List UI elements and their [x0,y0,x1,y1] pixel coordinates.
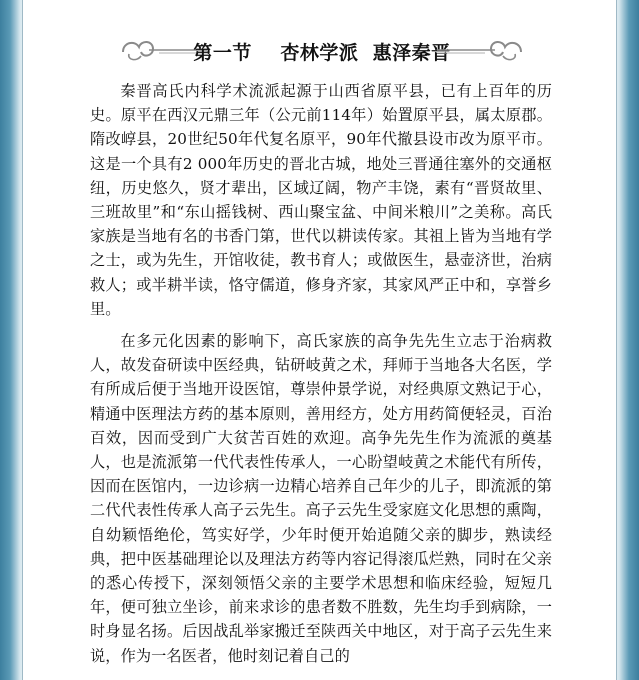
section-title: 第一节 杏林学派 惠泽秦晋 [193,42,451,64]
body-text [90,79,552,676]
paragraph-2: 在多元化因素的影响下，高氏家族的高争先先生立志于治病救人，故发奋研读中医经典，钻研岐黄之术，拜师于当地各大名医，学有所成后便于当地开设医馆，尊崇仲景学说，对经典原文熟记于心，精通中医理法方药的基本原则，善用经方，处方用药简便轻灵，百治百效，因而受到广大贫苦百姓的欢迎。高争先先生作为流派的奠基人，也是流派第一代代表性传承人，一心盼望岐黄之术能代有所传，因而在医馆内，一边诊病一边精心培养自己年少的儿子，即流派的第二代代表性传承人高子云先生。高子云先生受家庭文化思想的熏陶，自幼颖悟绝伦，笃实好学，少年时便开始追随父亲的脚步，熟读经典，把中医基础理论以及理法方药等内容记得滚瓜烂熟，同时在父亲的悉心传授下，深刻领悟父亲的主要学术思想和临床经验，短短几年，便可独立坐诊，前来求诊的患者数不胜数，先生均手到病除，一时身显名扬。后因战乱举家搬迁至陕西关中地区，对于高子云先生来说，作为一名医者，他时刻记着自己的 [90,332,552,665]
cloud-ornament-right-icon [435,30,525,70]
paragraph-1: 秦晋高氏内科学术流派起源于山西省原平县，已有上百年的历史。原平在西汉元鼎三年（公元前114年）始置原平县，属太原郡。隋改崞县，20世纪50年代复名原平，90年代撤县设市改为原平市。这是一个具有2 000年历史的晋北古城，地处三晋通往塞外的交通枢纽，历史悠久，贤才辈出，区域辽阔，物产丰饶，素有“晋贤故里、三班故里”和“东山摇钱树、西山聚宝盆、中间米粮川”之美称。高氏家族是当地有名的书香门第，世代以耕读传家。其祖上皆为当地有学之士，或为先生，开馆收徒，教书育人；或做医生，悬壶济世，治病救人；或半耕半读，恪守儒道，修身齐家，其家风严正中和，享誉乡里。 [90,82,552,318]
book-page [22,0,617,680]
section-heading [23,30,618,70]
